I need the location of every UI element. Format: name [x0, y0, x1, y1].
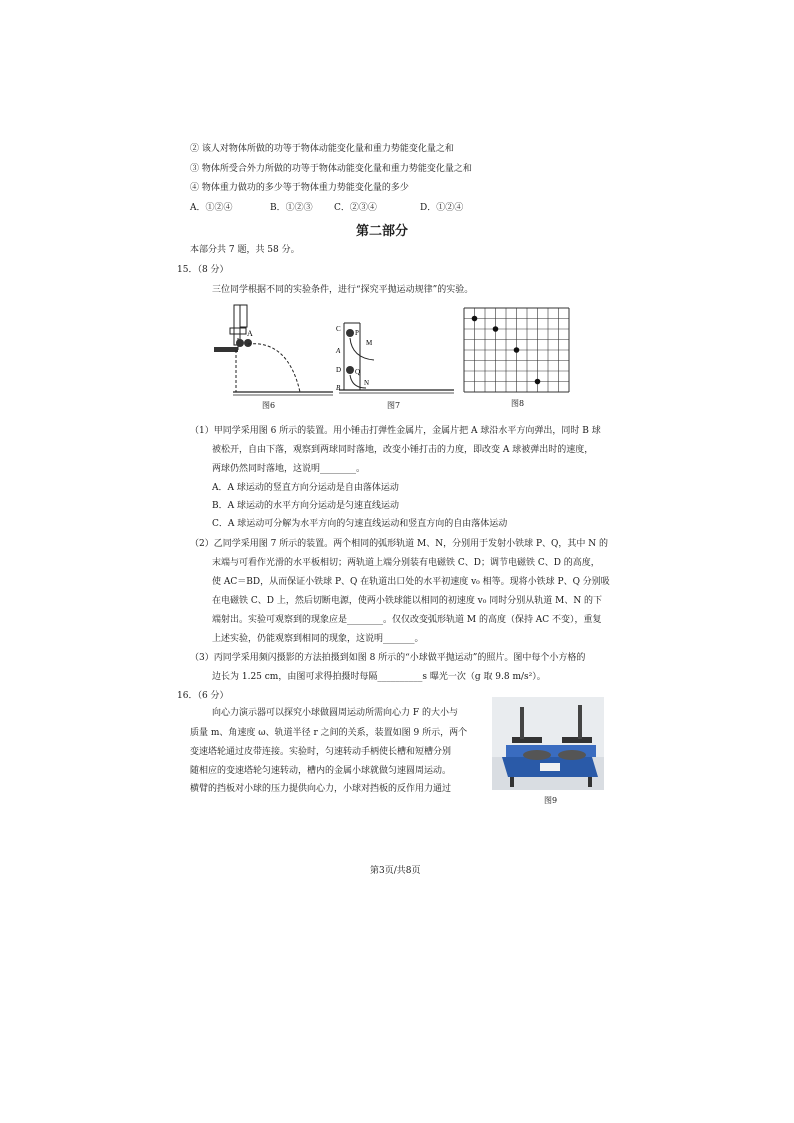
prev-option-c: C．②③④ — [334, 203, 377, 213]
figure-9-photo — [492, 697, 604, 790]
q16-line3: 变速塔轮通过皮带连接。实验时，匀速转动手柄使长槽和短槽分别 — [190, 747, 452, 757]
q16-line1: 向心力演示器可以探究小球做圆周运动所需向心力 F 的大小与 — [212, 708, 458, 718]
q15-part1-option-b: B．A 球运动的水平方向分运动是匀速直线运动 — [212, 501, 399, 511]
page-footer: 第3页/共8页 — [370, 866, 421, 876]
prev-option-a: A．①②④ — [190, 203, 233, 213]
fig7-label-b: B — [336, 384, 341, 392]
q15-part3-line2: 边长为 1.25 cm，由图可求得拍摄时每隔__________s 曝光一次（g 取 9.8 m/s²）。 — [212, 672, 546, 682]
fig7-label-q: Q — [355, 368, 361, 376]
fig7-label-a: A — [336, 347, 341, 355]
q15-part1-option-c: C．A 球运动可分解为水平方向的匀速直线运动和竖直方向的自由落体运动 — [212, 519, 508, 529]
prev-option-b: B．①②③ — [270, 203, 313, 213]
figure-9-caption: 图9 — [544, 796, 558, 805]
fig7-label-n: N — [364, 379, 370, 387]
part-title: 第二部分 — [356, 224, 409, 239]
q15-part1-line1: （1）甲同学采用图 6 所示的装置。用小锤击打弹性金属片，金属片把 A 球沿水平方向弹出，同时 B 球 — [190, 426, 601, 436]
prev-item-4: ④ 物体重力做功的多少等于物体重力势能变化量的多少 — [190, 183, 409, 193]
fig6-label-a: A — [247, 329, 253, 338]
centripetal-force-apparatus-image — [492, 697, 604, 790]
fig7-label-c: C — [336, 325, 341, 333]
q15-part2-line3: 使 AC＝BD，从而保证小铁球 P、Q 在轨道出口处的水平初速度 v₀ 相等。现将小铁球 P、Q 分别吸 — [212, 577, 610, 587]
prev-item-2: ② 该人对物体所做的功等于物体动能变化量和重力势能变化量之和 — [190, 144, 454, 154]
figure-7-apparatus — [334, 318, 459, 398]
q15-part1-line3: 两球仍然同时落地，这说明________。 — [212, 464, 366, 474]
flash-ball-position — [472, 316, 478, 322]
figure-8-grid — [462, 306, 572, 396]
prev-item-3: ③ 物体所受合外力所做的功等于物体动能变化量和重力势能变化量之和 — [190, 164, 472, 174]
figure-7-caption: 图7 — [387, 401, 401, 410]
q16-number: 16．（6 分） — [177, 691, 229, 701]
figure-6-apparatus — [208, 300, 338, 400]
q15-part2-line2: 末端与可看作光滑的水平板相切；两轨道上端分别装有电磁铁 C、D；调节电磁铁 C、D 的高度， — [212, 558, 600, 568]
q15-number: 15．（8 分） — [177, 265, 229, 275]
part-intro: 本部分共 7 题，共 58 分。 — [190, 245, 300, 255]
fig7-label-d: D — [336, 366, 342, 374]
q15-part1-line2: 被松开，自由下落，观察到两球同时落地，改变小锤打击的力度，即改变 A 球被弹出时的速度， — [212, 445, 594, 455]
q16-line2: 质量 m、角速度 ω、轨道半径 r 之间的关系，装置如图 9 所示，两个 — [190, 728, 468, 738]
figure-8-caption: 图8 — [511, 399, 525, 408]
flash-ball-position — [535, 379, 541, 385]
q15-part2-line5: 端射出。实验可观察到的现象应是________。仅仅改变弧形轨道 M 的高度（保持 AC 不变），重复 — [212, 615, 602, 625]
flash-ball-position — [514, 347, 520, 353]
prev-option-d: D．①②④ — [420, 203, 464, 213]
q15-part3-line1: （3）丙同学采用频闪摄影的方法拍摄到如图 8 所示的“小球做平抛运动”的照片。图中每个小方格的 — [190, 653, 586, 663]
fig7-label-m: M — [366, 339, 373, 347]
q16-line5: 横臂的挡板对小球的压力提供向心力，小球对挡板的反作用力通过 — [190, 784, 452, 794]
q15-part2-line6: 上述实验，仍能观察到相同的现象，这说明_______。 — [212, 634, 424, 644]
fig7-label-p: P — [355, 329, 359, 337]
flash-ball-position — [493, 326, 499, 332]
q15-part2-line1: （2）乙同学采用图 7 所示的装置。两个相同的弧形轨道 M、N，分别用于发射小铁球 P、Q，其中 N 的 — [190, 539, 609, 549]
q16-line4: 随相应的变速塔轮匀速转动，槽内的金属小球就做匀速圆周运动。 — [190, 766, 452, 776]
q15-intro: 三位同学根据不同的实验条件，进行“探究平抛运动规律”的实验。 — [212, 285, 474, 295]
q15-part2-line4: 在电磁铁 C、D 上，然后切断电源，使两小铁球能以相同的初速度 v₀ 同时分别从轨道 M、N 的下 — [212, 596, 603, 606]
q15-part1-option-a: A．A 球运动的竖直方向分运动是自由落体运动 — [212, 483, 399, 493]
figure-6-caption: 图6 — [262, 401, 276, 410]
